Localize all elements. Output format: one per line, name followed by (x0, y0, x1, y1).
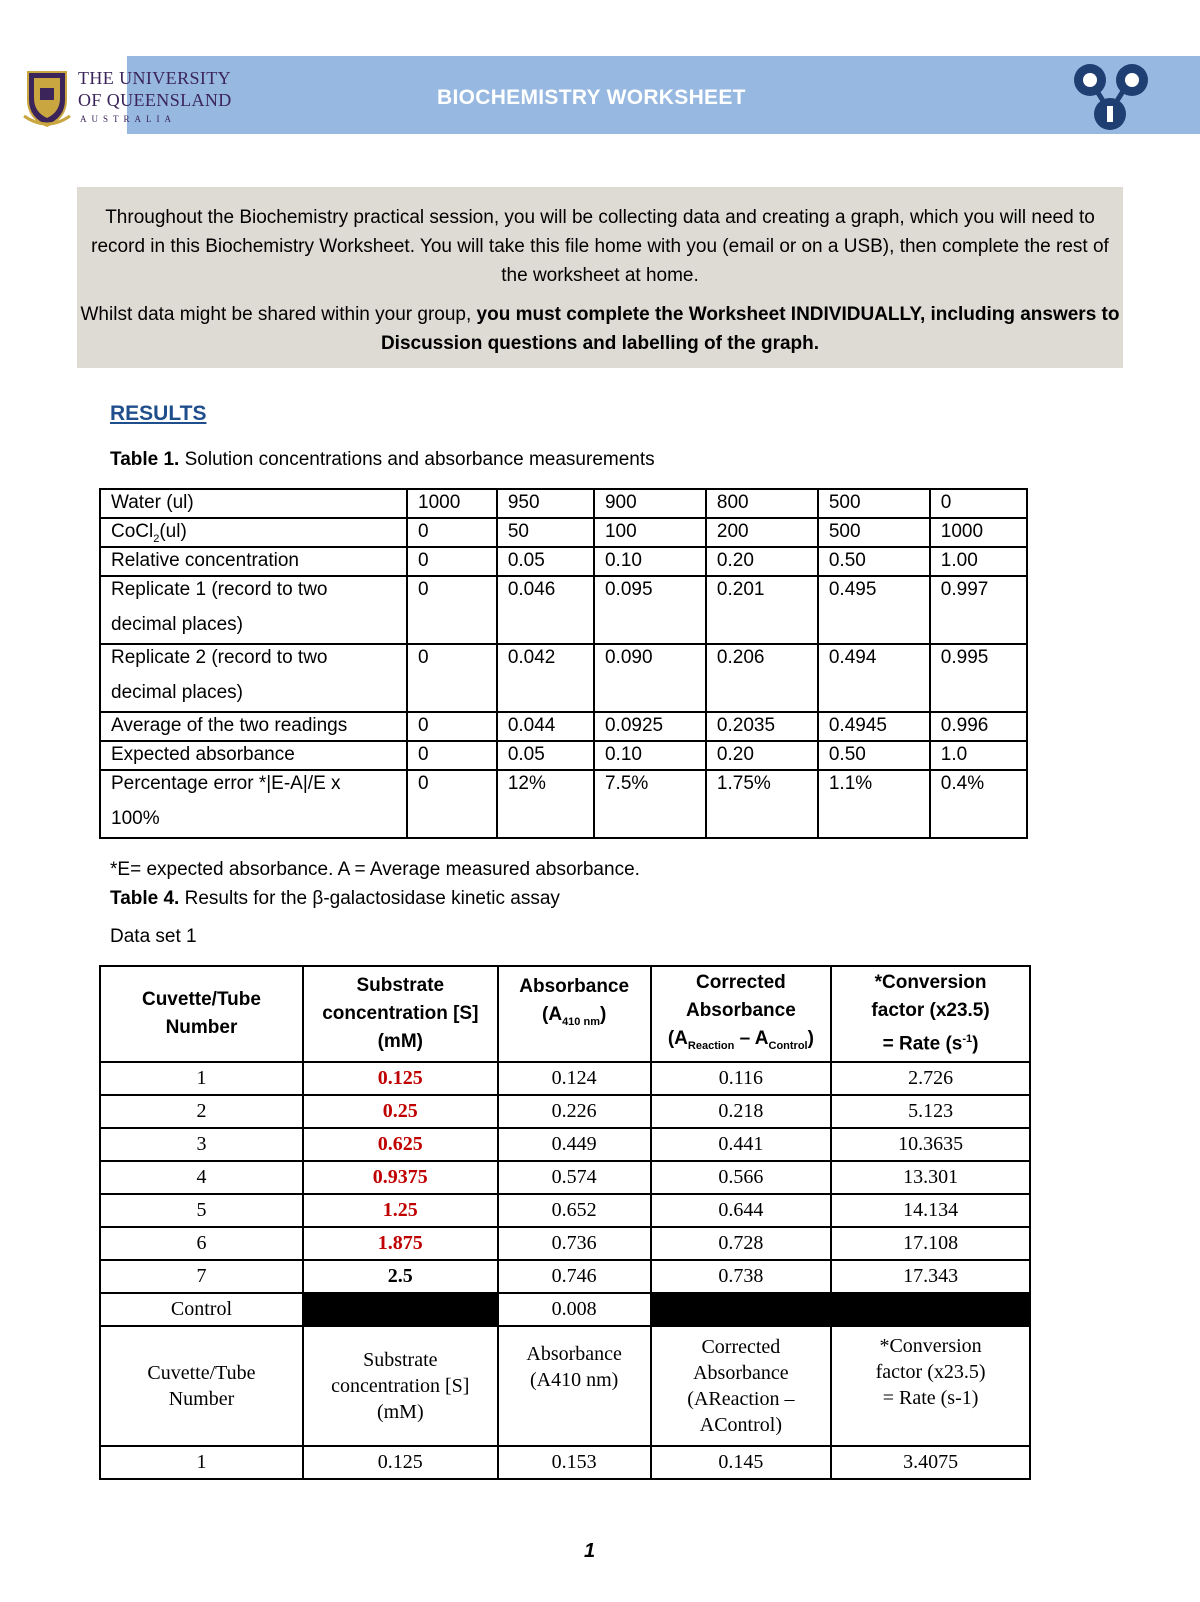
table-row: 2 0.25 0.226 0.218 5.123 (100, 1095, 1030, 1128)
table-header-row: Cuvette/Tube Number Substrate concentration [S] (mM) Absorbance $(A_{410 nm})$ Corrected Absorbance $(A_{Reaction} - A_{Control})$ *Conversion factor (x23.5) = Rate $(s^{-1})$ (100, 966, 1030, 1062)
table-row: Percentage error *|E-A|/E x 100% 0 12% 7.5% 1.75% 1.1% 0.4% (100, 770, 1027, 838)
table-row: Average of the two readings 0 0.044 0.0925 0.2035 0.4945 0.996 (100, 712, 1027, 741)
table-row: Replicate 1 (record to two decimal places) 0 0.046 0.095 0.201 0.495 0.997 (100, 576, 1027, 644)
table-row: CoCl$_2$(ul) 0 50 100 200 500 1000 (100, 518, 1027, 547)
table-row: Water (ul) 1000 950 900 800 500 0 (100, 489, 1027, 518)
page-title: BIOCHEMISTRY WORKSHEET (437, 86, 746, 109)
intro-paragraph-2: Whilst data might be shared within your group, you must complete the Worksheet INDIVIDUALLY, including answers to Discussion questions and labelling of the graph. (80, 304, 1120, 354)
university-crest-icon (20, 66, 74, 130)
table-row: 4 0.9375 0.574 0.566 13.301 (100, 1161, 1030, 1194)
table-header-row-2: Cuvette/Tube Number Substrate concentration [S] (mM) Absorbance (A410 nm) Corrected Absorbance (AReaction – AControl) *Conversion factor (x23.5) = Rate (s-1) (100, 1326, 1030, 1446)
table1-caption: Table 1. Solution concentrations and absorbance measurements (110, 449, 655, 470)
intro-paragraph-1: Throughout the Biochemistry practical session, you will be collecting data and creating a graph, which you will need to record in this Biochemistry Worksheet. You will take this file home with you (email or on a USB), then complete the rest of the worksheet at home. (91, 207, 1109, 286)
dataset-label: Data set 1 (110, 926, 197, 947)
table-row: 5 1.25 0.652 0.644 14.134 (100, 1194, 1030, 1227)
table-row: 1 0.125 0.124 0.116 2.726 (100, 1062, 1030, 1095)
table1-note: *E= expected absorbance. A = Average measured absorbance. (110, 859, 640, 880)
table-row: 3 0.625 0.449 0.441 10.3635 (100, 1128, 1030, 1161)
table4 (99, 965, 1031, 1480)
table1 (99, 488, 1028, 839)
biology-icon (1070, 62, 1170, 132)
table4-caption: Table 4. Results for the β-galactosidase kinetic assay (110, 888, 560, 909)
table-row: 6 1.875 0.736 0.728 17.108 (100, 1227, 1030, 1260)
logo-text-line2: OF QUEENSLAND (78, 90, 232, 110)
table-row: Relative concentration 0 0.05 0.10 0.20 0.50 1.00 (100, 547, 1027, 576)
table-row: Replicate 2 (record to two decimal places) 0 0.042 0.090 0.206 0.494 0.995 (100, 644, 1027, 712)
results-heading: RESULTS (110, 402, 207, 425)
control-row: Control 0.008 (100, 1293, 1030, 1326)
logo-text-line1: THE UNIVERSITY (78, 68, 232, 88)
table-row: 7 2.5 0.746 0.738 17.343 (100, 1260, 1030, 1293)
table-row: 1 0.125 0.153 0.145 3.4075 (100, 1446, 1030, 1479)
page-number: 1 (584, 1540, 596, 1562)
intro-box (77, 187, 1123, 368)
table-row: Expected absorbance 0 0.05 0.10 0.20 0.50 1.0 (100, 741, 1027, 770)
logo-text-line3: AUSTRALIA (80, 114, 176, 124)
